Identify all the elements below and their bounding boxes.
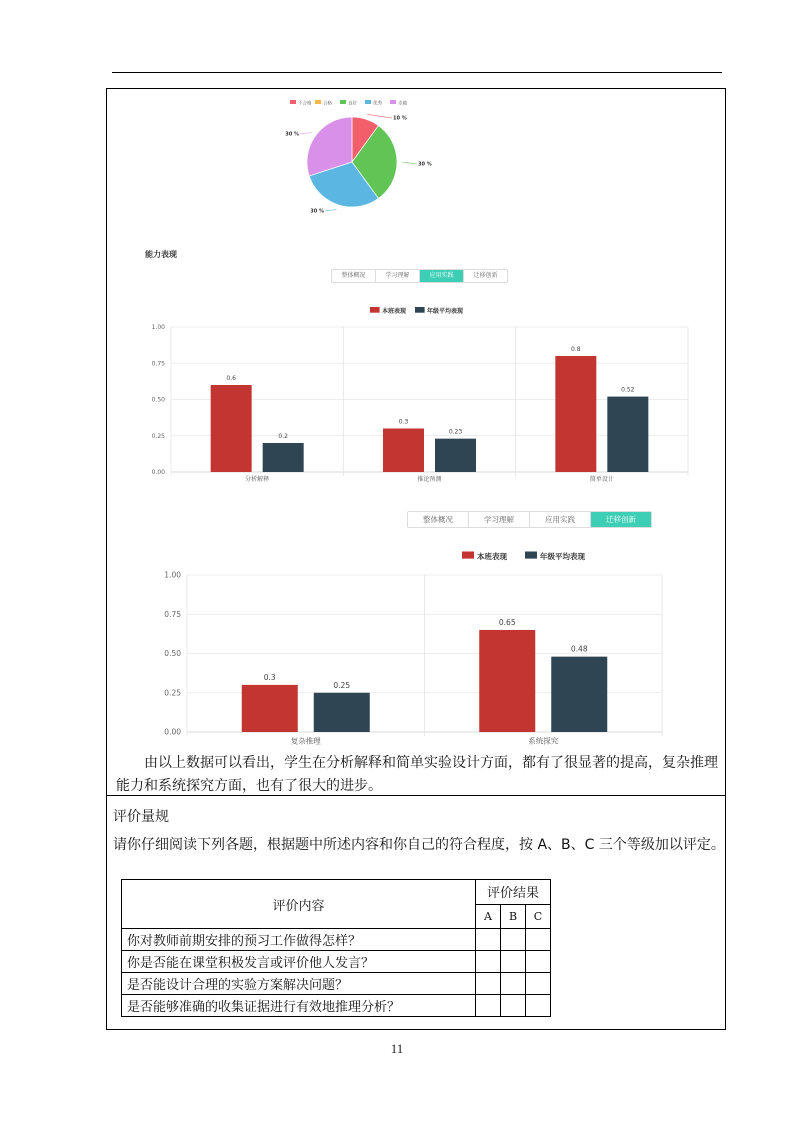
tab-3[interactable]: 迁移创新 [463,270,507,282]
bar-0 [479,630,535,732]
legend-swatch [390,100,396,104]
header-rule [112,72,722,73]
x-tick-label: 推论预测 [417,476,442,483]
legend-label: 良好 [348,101,357,107]
grade-cell-b[interactable] [501,951,526,973]
y-tick-label: 0.75 [151,360,165,368]
data-label: 0.6 [226,375,236,382]
pie-value-label: 10 % [393,115,407,122]
pie-leader-line [325,210,337,211]
rubric-title: 评价量规 [113,809,169,825]
table-row [122,951,551,973]
pie-leader-line [300,133,312,134]
legend-label: 合格 [323,101,332,107]
grade-cell-a[interactable] [476,995,501,1017]
item-text: 你对教师前期安排的预习工作做得怎样？ [122,929,476,951]
legend-swatch [462,552,474,559]
grade-a: A [476,904,501,929]
legend-label: 年级平均表现 [427,308,464,315]
legend-swatch [290,100,296,104]
section-title: 能力表现 [145,250,177,259]
y-tick-label: 0.50 [164,649,181,659]
chart1-tabs [331,269,508,283]
item-text: 你是否能在课堂积极发言或评价他人发言？ [122,951,476,973]
pie-value-label: 30 % [310,208,324,215]
table-row [122,995,551,1017]
legend-swatch [370,307,380,313]
pie-leader-line [367,114,392,118]
page-number: 11 [390,1041,404,1056]
pie-value-label: 30 % [418,161,432,168]
data-label: 0.48 [570,644,588,654]
legend-label: 年级平均表现 [540,552,585,561]
table-row [122,929,551,951]
pie-leader-line [402,162,417,164]
legend-swatch [365,100,371,104]
x-tick-label: 系统探究 [528,736,559,746]
bar-1 [607,397,648,472]
table-header-row [122,880,551,905]
evaluation-table [121,879,551,1017]
grade-cell-a[interactable] [476,951,501,973]
legend-label: 卓越 [398,101,407,107]
data-label: 0.25 [333,680,351,690]
x-tick-label: 简单设计 [589,476,614,483]
table-row [122,973,551,995]
x-tick-label: 分析解释 [245,476,270,483]
header-content: 评价内容 [122,880,476,929]
bar-1 [435,439,476,472]
grade-cell-b[interactable] [501,929,526,951]
bar-1 [263,443,304,472]
grade-cell-a[interactable] [476,929,501,951]
legend-swatch [415,307,425,313]
summary-paragraph: 由以上数据可以看出，学生在分析解释和简单实验设计方面，都有了很显著的提高，复杂推理能力和系统探究方面，也有了很大的进步。 [116,755,718,794]
legend-label: 本班表现 [382,308,407,315]
tab-2[interactable]: 应用实践 [529,512,590,527]
grade-cell-c[interactable] [526,929,551,951]
grade-cell-c[interactable] [526,951,551,973]
legend-swatch [340,100,346,104]
y-tick-label: 0.00 [164,727,181,737]
tab-0[interactable]: 整体概况 [408,512,468,527]
y-tick-label: 0.75 [164,609,181,619]
pie-slices [300,114,417,211]
x-tick-label: 复杂推理 [290,736,321,746]
bar-0 [383,429,424,473]
bar-1 [551,657,607,732]
y-tick-label: 1.00 [164,570,181,580]
grade-cell-c[interactable] [526,973,551,995]
y-tick-label: 1.00 [151,324,165,332]
data-label: 0.52 [621,386,635,394]
header-result: 评价结果 [476,880,551,905]
pie-chart [280,94,430,218]
data-label: 0.8 [571,346,581,353]
y-tick-label: 0.50 [151,396,165,404]
bar-0 [555,356,596,472]
y-tick-label: 0.25 [164,688,181,698]
grade-cell-b[interactable] [501,973,526,995]
data-label: 0.65 [498,617,516,627]
legend-label: 优秀 [373,101,382,107]
bar-0 [242,685,298,732]
bar-0 [211,385,252,472]
rubric-instruction: 请你仔细阅读下列各题，根据题中所述内容和你自己的符合程度，按 A、B、C 三个等级加以评定。 [113,837,725,853]
bar-1 [314,693,370,732]
y-tick-label: 0.25 [151,432,165,440]
data-label: 0.2 [278,433,288,440]
tab-3[interactable]: 迁移创新 [590,512,651,527]
data-label: 0.3 [398,418,409,426]
tab-1[interactable]: 学习理解 [468,512,529,527]
pie-legend [290,100,407,107]
legend-label: 不合格 [298,101,312,107]
chart2-tabs [407,511,652,528]
data-label: 0.23 [448,428,463,436]
tab-2[interactable]: 应用实践 [419,270,463,282]
item-text: 是否能设计合理的实验方案解决问题？ [122,973,476,995]
bar-chart-transfer-innovation [150,545,670,750]
grade-cell-a[interactable] [476,973,501,995]
data-label: 0.3 [263,672,276,682]
tab-0[interactable]: 整体概况 [332,270,375,282]
grade-cell-c[interactable] [526,995,551,1017]
pie-value-label: 30 % [285,131,299,138]
legend-label: 本班表现 [477,552,507,561]
legend-swatch [315,100,321,104]
item-text: 是否能够准确的收集证据进行有效地推理分析？ [122,995,476,1017]
tab-1[interactable]: 学习理解 [375,270,419,282]
y-tick-label: 0.00 [151,469,165,477]
grade-cell-b[interactable] [501,995,526,1017]
grade-b: B [501,904,526,929]
bar-chart-applied-practice [140,300,700,490]
grade-c: C [526,904,551,929]
legend-swatch [525,552,537,559]
